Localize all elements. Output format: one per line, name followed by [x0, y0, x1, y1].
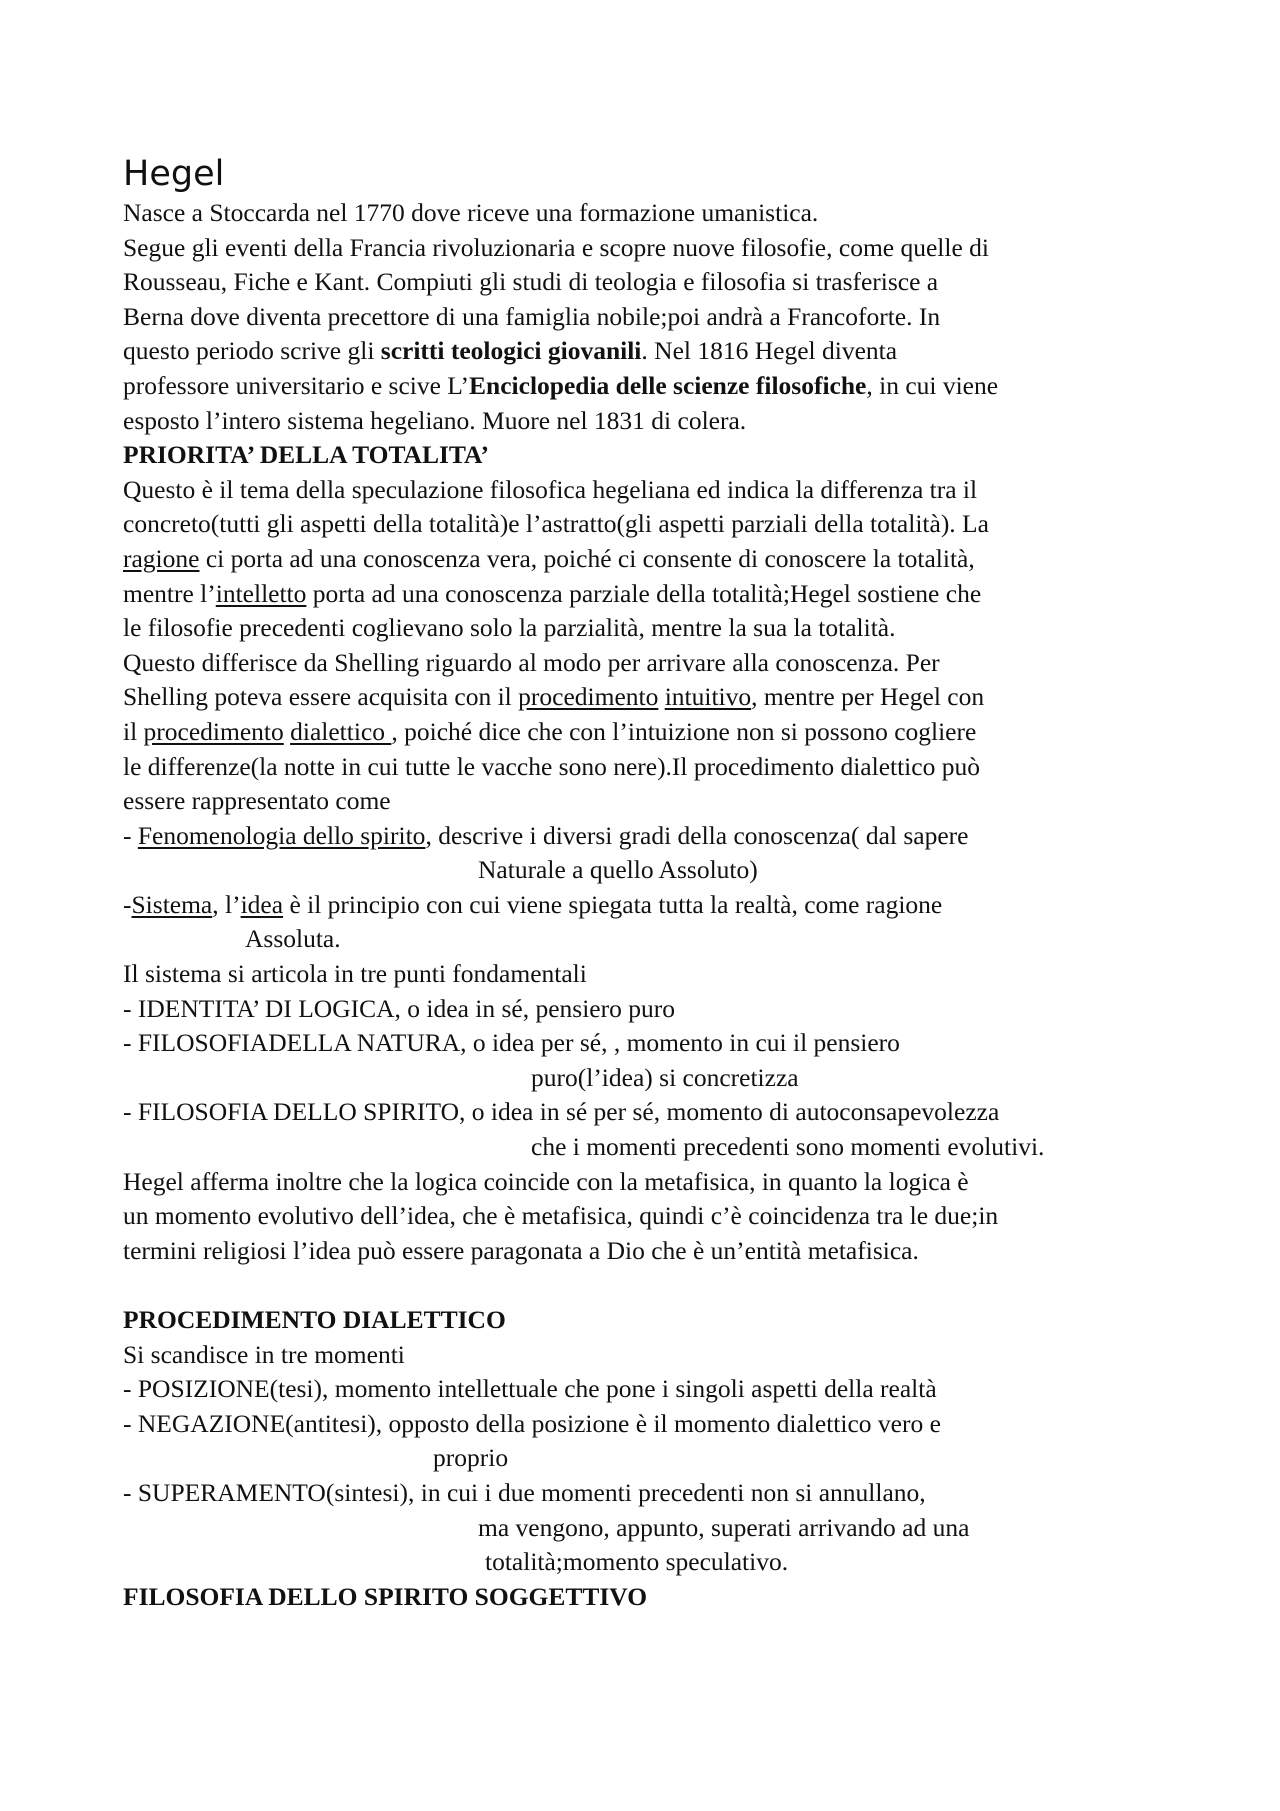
text-span: porta ad una conoscenza parziale della totalità;Hegel sostiene che — [306, 578, 982, 608]
text-line — [123, 542, 1183, 577]
section-heading-spirito: FILOSOFIA DELLO SPIRITO SOGGETTIVO — [123, 1581, 648, 1611]
document-body — [123, 150, 1183, 1614]
list-item: - POSIZIONE(tesi), momento intellettuale che pone i singoli aspetti della realtà — [123, 1374, 937, 1404]
text-line-indented: che i momenti precedenti sono momenti evolutivi. — [531, 1132, 1045, 1162]
text-line-indented: Naturale a quello Assoluto) — [478, 855, 758, 885]
text-line-indented: Assoluta. — [245, 924, 341, 954]
text-line-indented: totalità;momento speculativo. — [485, 1547, 789, 1577]
underlined-term: ragione — [123, 543, 200, 573]
text-line: concreto(tutti gli aspetti della totalità)e l’astratto(gli aspetti parziali della totalità). La — [123, 509, 989, 539]
text-line: un momento evolutivo dell’idea, che è metafisica, quindi c’è coincidenza tra le due;in — [123, 1201, 999, 1231]
text-span: , l’ — [212, 889, 241, 919]
text-line — [123, 819, 1183, 854]
text-span: , in cui viene — [866, 370, 999, 400]
text-span: il — [123, 716, 144, 746]
spacer — [123, 1268, 1183, 1303]
text-span: , mentre per Hegel con — [751, 682, 985, 712]
underlined-term: dialettico — [290, 716, 392, 746]
text-line — [123, 680, 1183, 715]
text-line: essere rappresentato come — [123, 786, 391, 816]
text-span: , descrive i diversi gradi della conoscenza( dal sapere — [425, 820, 969, 850]
text-line: le filosofie precedenti coglievano solo la parzialità, mentre la sua la totalità. — [123, 613, 896, 643]
text-span: Shelling poteva essere acquisita con il — [123, 682, 519, 712]
underlined-term: intelletto — [215, 578, 307, 608]
underlined-term: Fenomenologia dello spirito — [137, 820, 426, 850]
text-line — [123, 715, 1183, 750]
text-line: Il sistema si articola in tre punti fondamentali — [123, 959, 587, 989]
text-line-indented: proprio — [433, 1443, 509, 1473]
underlined-term: Sistema — [131, 889, 213, 919]
section-heading-totalita: PRIORITA’ DELLA TOTALITA’ — [123, 440, 490, 470]
text-span: . Nel 1816 Hegel diventa — [641, 336, 898, 366]
text-span: è il principio con cui viene spiegata tutta la realtà, come ragione — [283, 889, 943, 919]
bio-line: Berna dove diventa precettore di una famiglia nobile;poi andrà a Francoforte. In — [123, 301, 941, 331]
bio-line: Segue gli eventi della Francia rivoluzionaria e scopre nuove filosofie, come quelle di — [123, 232, 989, 262]
text-line: le differenze(la notte in cui tutte le vacche sono nere).Il procedimento dialettico può — [123, 751, 980, 781]
text-line: Si scandisce in tre momenti — [123, 1339, 405, 1369]
section-heading-dialettico: PROCEDIMENTO DIALETTICO — [123, 1305, 506, 1334]
underlined-term: procedimento — [518, 682, 659, 712]
text-line: termini religiosi l’idea può essere paragonata a Dio che è un’entità metafisica. — [123, 1235, 919, 1265]
bio-line — [123, 334, 1183, 369]
bio-line: Rousseau, Fiche e Kant. Compiuti gli studi di teologia e filosofia si trasferisce a — [123, 267, 939, 297]
text-line-indented: puro(l’idea) si concretizza — [531, 1062, 799, 1092]
text-span: ci porta ad una conoscenza vera, poiché ci consente di conoscere la totalità, — [199, 543, 975, 573]
list-item: - IDENTITA’ DI LOGICA, o idea in sé, pensiero puro — [123, 993, 675, 1023]
bio-line: esposto l’intero sistema hegeliano. Muore nel 1831 di colera. — [123, 405, 747, 435]
text-line — [123, 577, 1183, 612]
text-line: Questo differisce da Shelling riguardo al modo per arrivare alla conoscenza. Per — [123, 647, 940, 677]
underlined-term: intuitivo — [664, 682, 752, 712]
text-line-indented: ma vengono, appunto, superati arrivando ad una — [478, 1512, 970, 1542]
list-item: - SUPERAMENTO(sintesi), in cui i due momenti precedenti non si annullano, — [123, 1477, 926, 1507]
text-span: mentre l’ — [123, 578, 216, 608]
bio-line: Nasce a Stoccarda nel 1770 dove riceve una formazione umanistica. — [123, 198, 819, 227]
list-item: - FILOSOFIA DELLO SPIRITO, o idea in sé per sé, momento di autoconsapevolezza — [123, 1097, 1000, 1127]
text-span: - — [123, 820, 138, 850]
list-item: - NEGAZIONE(antitesi), opposto della posizione è il momento dialettico vero e — [123, 1408, 941, 1438]
text-span: questo periodo scrive gli — [123, 336, 381, 366]
text-span: professore universitario e scive L’ — [123, 370, 470, 400]
underlined-term: procedimento — [143, 716, 284, 746]
underlined-term: idea — [240, 889, 284, 919]
list-item: - FILOSOFIADELLA NATURA, o idea per sé, , momento in cui il pensiero — [123, 1028, 900, 1058]
text-span: , poiché dice che con l’intuizione non si possono cogliere — [391, 716, 977, 746]
page-title: Hegel — [123, 154, 225, 194]
text-line — [123, 888, 1183, 923]
bold-term: scritti teologici giovanili — [380, 336, 642, 366]
text-line: Questo è il tema della speculazione filosofica hegeliana ed indica la differenza tra il — [123, 474, 978, 504]
text-span: - — [123, 889, 132, 919]
bold-term: Enciclopedia delle scienze filosofiche — [469, 370, 867, 400]
text-line: Hegel afferma inoltre che la logica coincide con la metafisica, in quanto la logica è — [123, 1166, 969, 1196]
bio-line — [123, 369, 1183, 404]
